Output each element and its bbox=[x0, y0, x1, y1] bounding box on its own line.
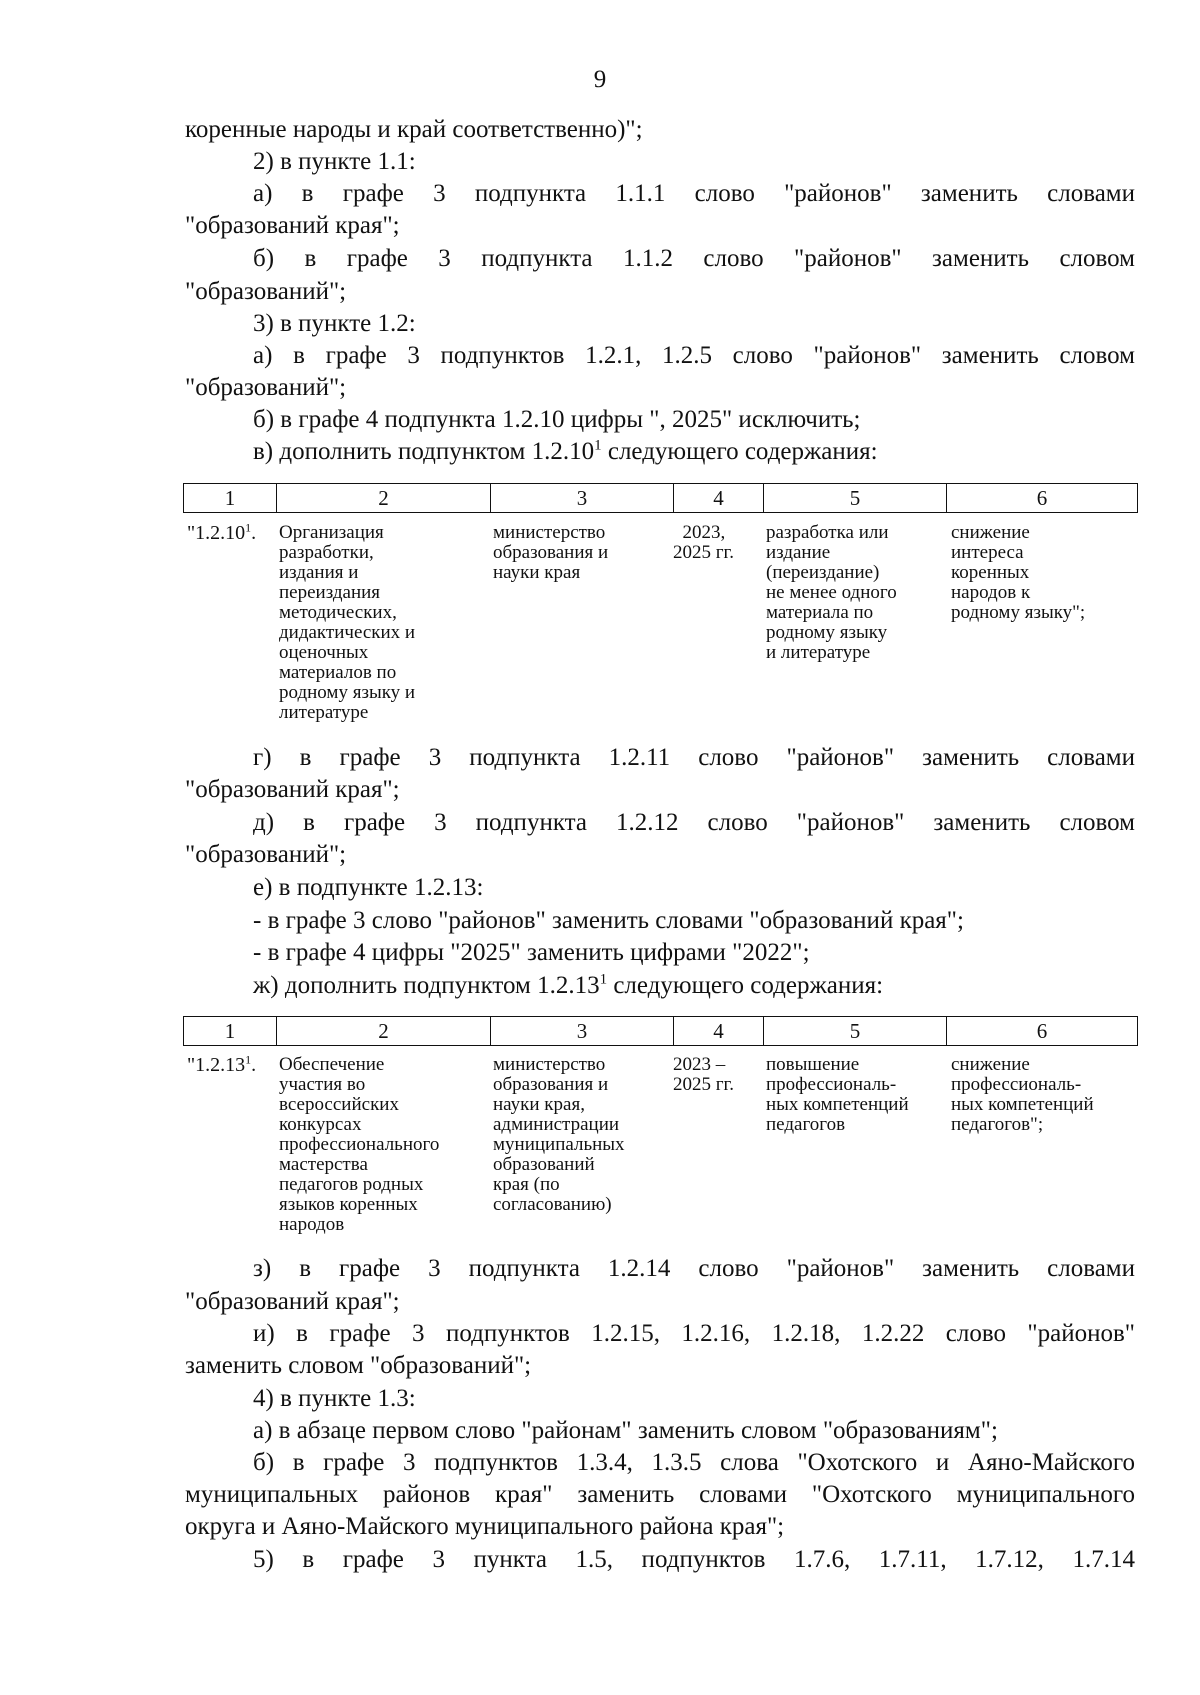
paragraph: "образований края"; bbox=[185, 1288, 400, 1315]
paragraph: 2) в пункте 1.1: bbox=[253, 148, 416, 175]
paragraph: "образований края"; bbox=[185, 212, 400, 239]
column-number: 3 bbox=[491, 484, 674, 513]
cell-term: 2023, 2025 гг. bbox=[673, 522, 734, 563]
table-header-row bbox=[183, 1016, 1138, 1046]
column-number: 6 bbox=[947, 1017, 1138, 1046]
paragraph: 4) в пункте 1.3: bbox=[253, 1385, 416, 1412]
column-number: 5 bbox=[764, 1017, 947, 1046]
paragraph: е) в подпункте 1.2.13: bbox=[253, 874, 484, 901]
paragraph: ж) дополнить подпунктом 1.2.13$^1$ следующего содержания: bbox=[253, 971, 884, 999]
cell-activity: Обеспечение участия во всероссийских конкурсах профессионального мастерства педагогов родных языков коренных народов bbox=[279, 1054, 440, 1235]
paragraph: - в графе 4 цифры "2025" заменить цифрами "2022"; bbox=[253, 939, 810, 966]
paragraph: б) в графе 3 подпункта 1.1.2 слово "районов" заменить словом bbox=[253, 245, 1135, 272]
paragraph: 3) в пункте 1.2: bbox=[253, 310, 416, 337]
paragraph: и) в графе 3 подпунктов 1.2.15, 1.2.16, 1.2.18, 1.2.22 слово "районов" bbox=[253, 1320, 1135, 1347]
paragraph: з) в графе 3 подпункта 1.2.14 слово "районов" заменить словами bbox=[253, 1255, 1135, 1282]
paragraph: г) в графе 3 подпункта 1.2.11 слово "районов" заменить словами bbox=[253, 744, 1135, 771]
paragraph: "образований"; bbox=[185, 278, 347, 305]
paragraph: а) в абзаце первом слово "районам" заменить словом "образованиям"; bbox=[253, 1417, 998, 1444]
paragraph: "образований края"; bbox=[185, 776, 400, 803]
paragraph: "образований"; bbox=[185, 374, 347, 401]
row-number: "1.2.13$^1$. bbox=[187, 1052, 257, 1076]
paragraph: а) в графе 3 подпункта 1.1.1 слово "районов" заменить словами bbox=[253, 180, 1135, 207]
paragraph: а) в графе 3 подпунктов 1.2.1, 1.2.5 слово "районов" заменить словом bbox=[253, 342, 1135, 369]
cell-result: повышение профессиональ- ных компетенций педагогов bbox=[766, 1054, 909, 1135]
column-number: 3 bbox=[491, 1017, 674, 1046]
paragraph: округа и Аяно-Майского муниципального района края"; bbox=[185, 1513, 785, 1540]
paragraph: - в графе 3 слово "районов" заменить словами "образований края"; bbox=[253, 907, 964, 934]
cell-effect: снижение профессиональ- ных компетенций педагогов"; bbox=[951, 1054, 1094, 1135]
column-number: 1 bbox=[184, 484, 277, 513]
column-number: 2 bbox=[277, 1017, 491, 1046]
paragraph: 5) в графе 3 пункта 1.5, подпунктов 1.7.6, 1.7.11, 1.7.12, 1.7.14 bbox=[253, 1546, 1135, 1573]
cell-result: разработка или издание (переиздание) не менее одного материала по родному языку и литературе bbox=[766, 522, 897, 663]
column-number: 4 bbox=[674, 484, 764, 513]
paragraph: б) в графе 4 подпункта 1.2.10 цифры ", 2025" исключить; bbox=[253, 406, 861, 433]
column-number: 4 bbox=[674, 1017, 764, 1046]
column-number: 6 bbox=[947, 484, 1138, 513]
column-number: 2 bbox=[277, 484, 491, 513]
paragraph: б) в графе 3 подпунктов 1.3.4, 1.3.5 слова "Охотского и Аяно-Майского bbox=[253, 1449, 1135, 1476]
paragraph: заменить словом "образований"; bbox=[185, 1352, 532, 1379]
row-number: "1.2.10$^1$. bbox=[187, 520, 257, 544]
paragraph: д) в графе 3 подпункта 1.2.12 слово "районов" заменить словом bbox=[253, 809, 1135, 836]
table-header-row bbox=[183, 483, 1138, 513]
paragraph: коренные народы и край соответственно)"; bbox=[185, 116, 643, 143]
paragraph: в) дополнить подпунктом 1.2.10$^1$ следующего содержания: bbox=[253, 437, 878, 465]
table-row bbox=[183, 520, 1137, 733]
column-number: 5 bbox=[764, 484, 947, 513]
cell-term: 2023 – 2025 гг. bbox=[673, 1054, 734, 1095]
paragraph: муниципальных районов края" заменить словами "Охотского муниципального bbox=[185, 1481, 1135, 1508]
column-number: 1 bbox=[184, 1017, 277, 1046]
cell-activity: Организация разработки, издания и переиздания методических, дидактических и оценочных материалов по родному языку и литературе bbox=[279, 522, 416, 723]
cell-executor: министерство образования и науки края bbox=[493, 522, 609, 583]
paragraph: "образований"; bbox=[185, 841, 347, 868]
cell-executor: министерство образования и науки края, администрации муниципальных образований края (по согласованию) bbox=[493, 1054, 625, 1215]
page-number: 9 bbox=[593, 66, 607, 93]
cell-effect: снижение интереса коренных народов к родному языку"; bbox=[951, 522, 1086, 623]
table-row bbox=[183, 1052, 1137, 1245]
